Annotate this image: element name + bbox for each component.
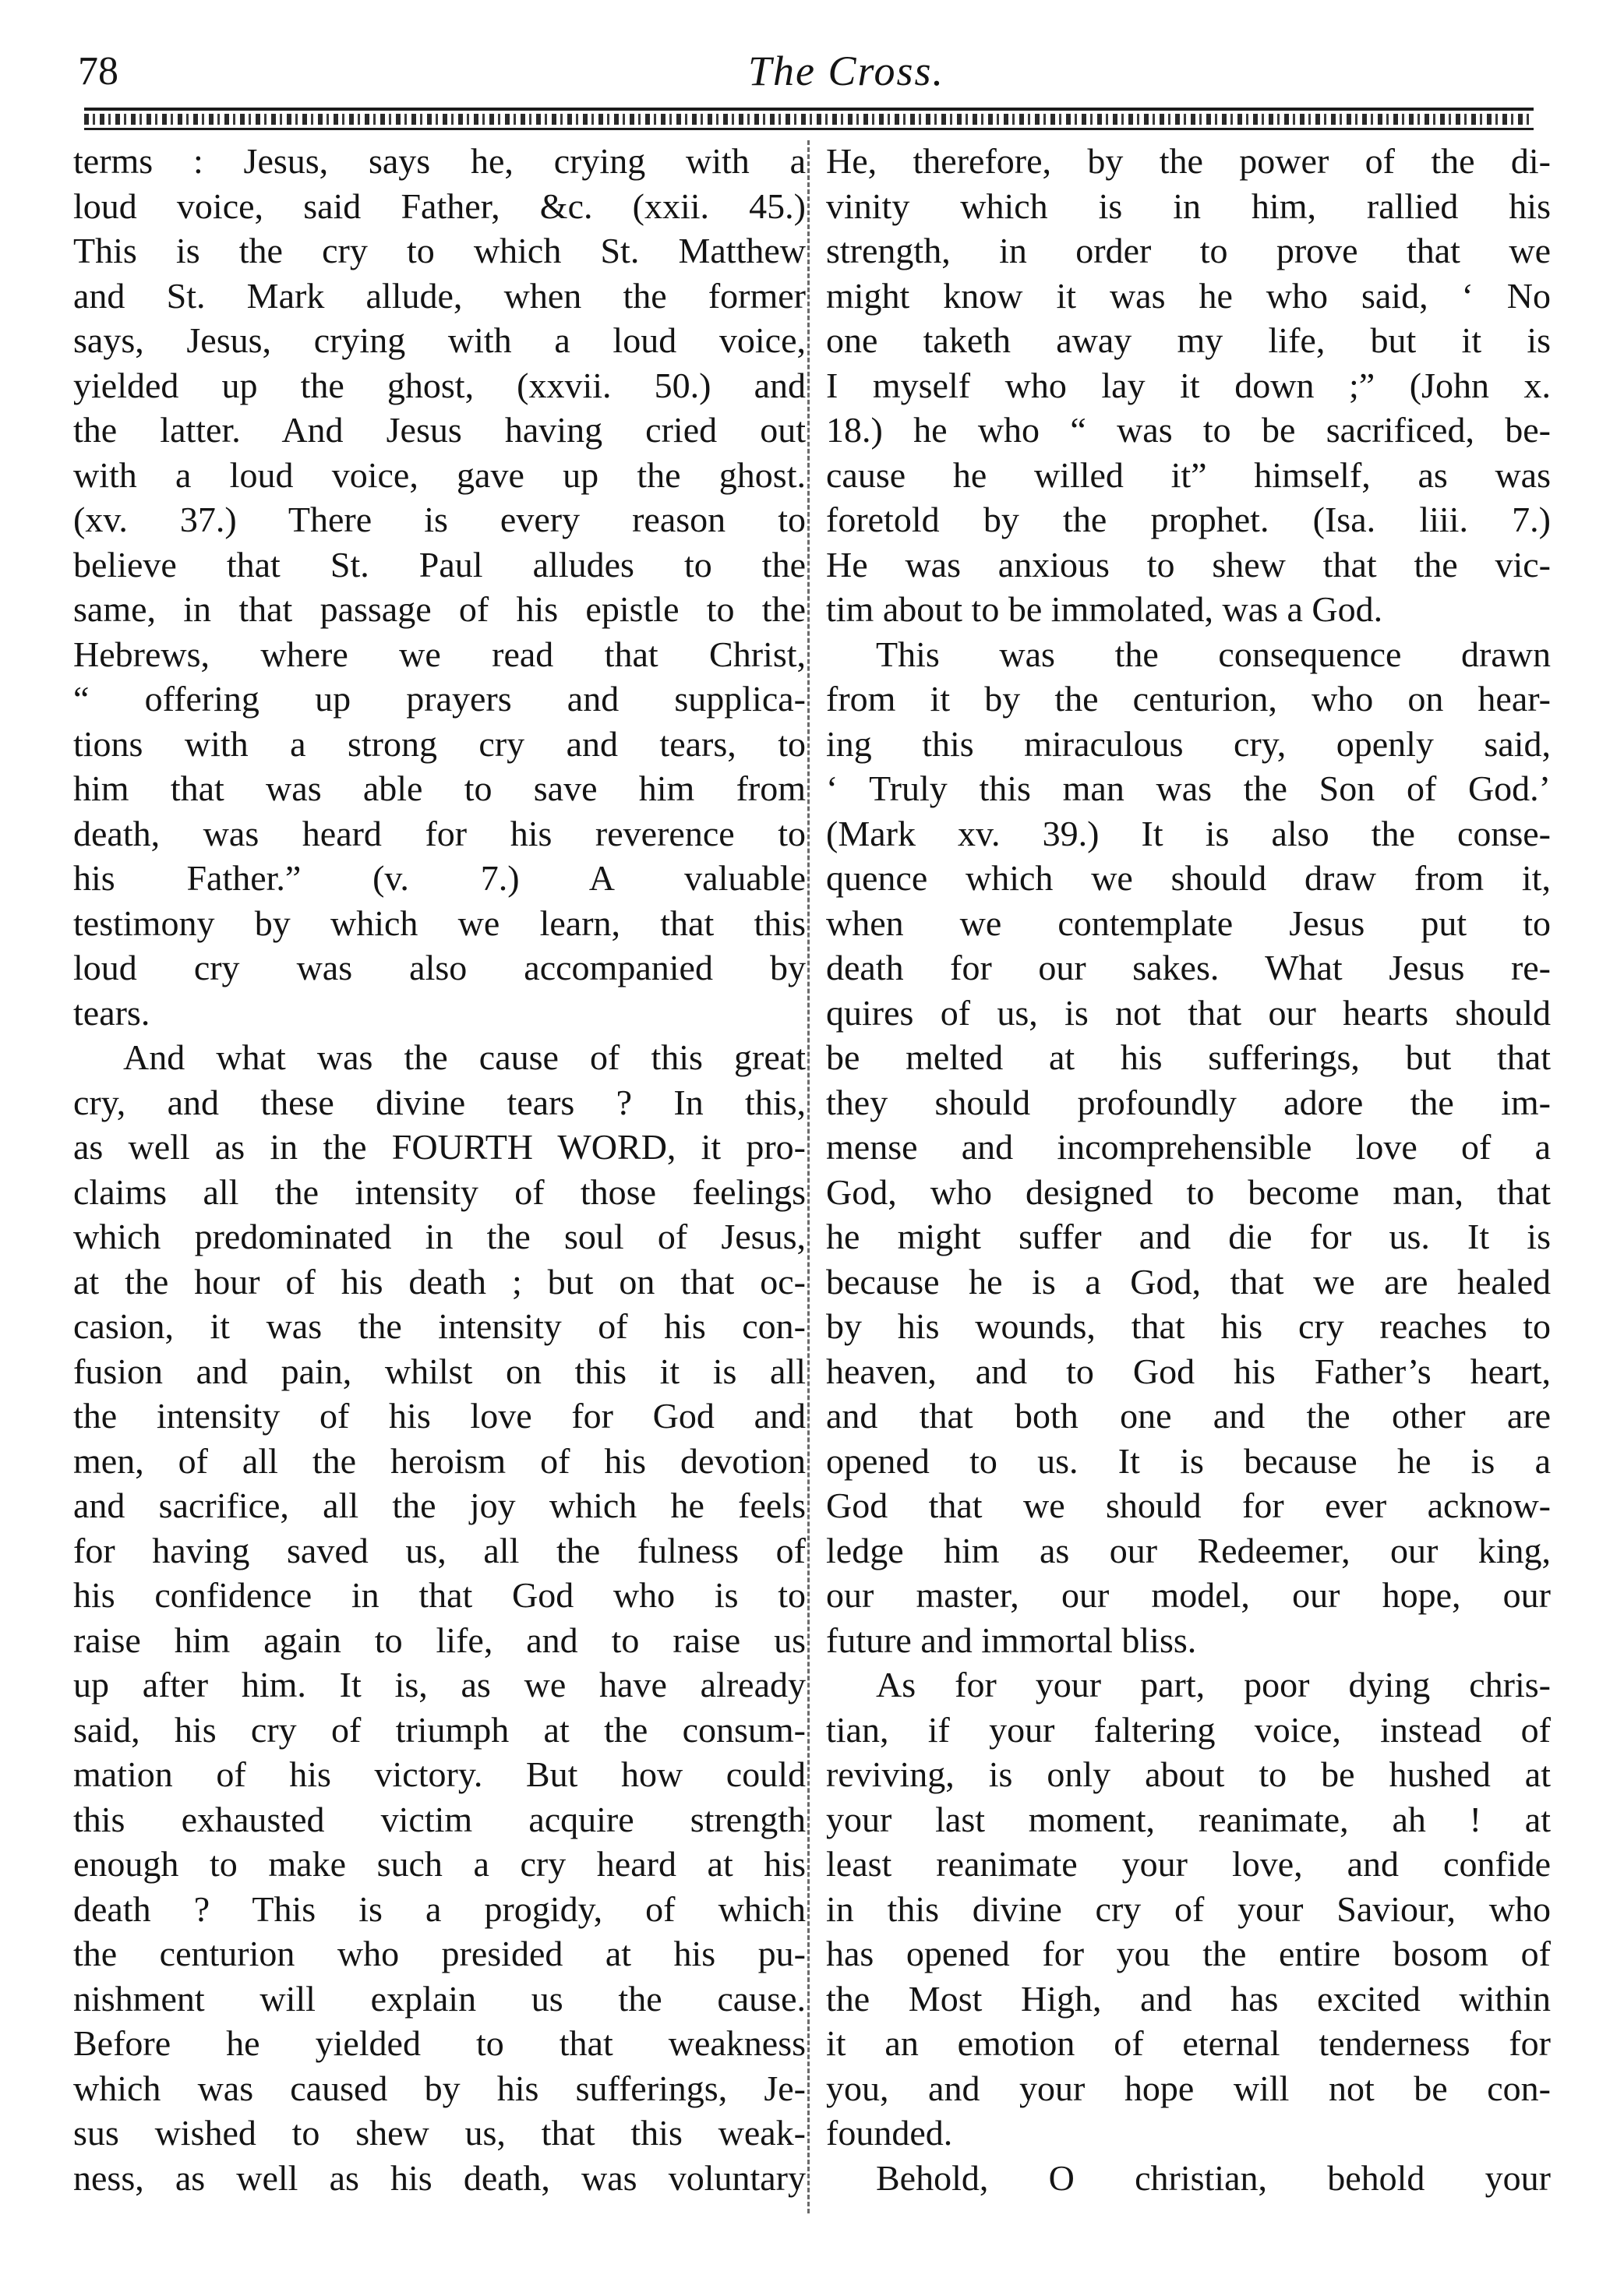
text-line: when we contemplate Jesus put to: [826, 903, 1551, 943]
text-line: loud cry was also accompanied by: [73, 948, 806, 987]
text-line: future and immortal bliss.: [826, 1620, 1197, 1660]
text-line: the Most High, and has excited within: [826, 1978, 1551, 2019]
header-rule-lower: [84, 128, 1534, 130]
text-line: which was caused by his sufferings, Je-: [73, 2068, 806, 2108]
text-line: ness, as well as his death, was voluntary: [73, 2157, 806, 2198]
text-line: you, and your hope will not be con-: [826, 2068, 1551, 2108]
text-line: (Mark xv. 39.) It is also the conse-: [826, 813, 1551, 853]
text-line: He was anxious to shew that the vic-: [826, 544, 1551, 585]
text-line: This is the cry to which St. Matthew: [73, 231, 806, 270]
text-line: this exhausted victim acquire strength: [73, 1799, 806, 1839]
text-line: he might suffer and die for us. It is: [826, 1217, 1551, 1256]
text-line: And what was the cause of this great: [123, 1037, 806, 1077]
text-line: Behold, O christian, behold your: [876, 2157, 1551, 2198]
text-line: death ? This is a progidy, of which: [73, 1888, 806, 1929]
text-line: believe that St. Paul alludes to the: [73, 544, 806, 585]
text-line: the intensity of his love for God and: [73, 1396, 806, 1436]
page-number: 78: [78, 49, 118, 94]
text-line: yielded up the ghost, (xxvii. 50.) and: [73, 365, 806, 405]
text-line: casion, it was the intensity of his con-: [73, 1306, 806, 1346]
text-line: vinity which is in him, rallied his: [826, 185, 1551, 226]
text-line: reviving, is only about to be hushed at: [826, 1754, 1551, 1794]
text-line: least reanimate your love, and confide: [826, 1844, 1551, 1884]
text-line: said, his cry of triumph at the consum-: [73, 1709, 806, 1750]
text-line: mation of his victory. But how could: [73, 1754, 806, 1794]
text-line: men, of all the heroism of his devotion: [73, 1440, 806, 1481]
text-line: fusion and pain, whilst on this it is all: [73, 1351, 806, 1391]
text-line: cause he willed it” himself, as was: [826, 454, 1551, 495]
left-text-column: [73, 139, 806, 2200]
text-line: God, who designed to become man, that: [826, 1171, 1551, 1212]
text-line: 18.) he who “ was to be sacrificed, be-: [826, 410, 1551, 450]
text-line: has opened for you the entire bosom of: [826, 1934, 1551, 1973]
text-line: quires of us, is not that our hearts should: [826, 992, 1551, 1033]
right-text-column: [826, 139, 1551, 2200]
text-line: “ offering up prayers and supplica-: [73, 679, 806, 719]
text-line: says, Jesus, crying with a loud voice,: [73, 320, 806, 360]
text-line: which predominated in the soul of Jesus,: [73, 1217, 806, 1256]
text-line: Hebrews, where we read that Christ,: [73, 634, 806, 674]
header-ornament-rule: [84, 114, 1534, 125]
text-line: might know it was he who said, ‘ No: [826, 275, 1551, 316]
text-line: heaven, and to God his Father’s heart,: [826, 1351, 1551, 1391]
text-line: tim about to be immolated, was a God.: [826, 589, 1383, 629]
text-line: as well as in the FOURTH WORD, it pro-: [73, 1127, 806, 1167]
text-line: ledge him as our Redeemer, our king,: [826, 1530, 1551, 1570]
text-line: loud voice, said Father, &c. (xxii. 45.): [73, 185, 806, 226]
text-line: our master, our model, our hope, our: [826, 1575, 1551, 1615]
column-divider: [807, 140, 810, 2213]
text-line: opened to us. It is because he is a: [826, 1440, 1551, 1481]
text-line: enough to make such a cry heard at his: [73, 1844, 806, 1884]
text-line: raise him again to life, and to raise us: [73, 1620, 806, 1660]
text-line: his confidence in that God who is to: [73, 1575, 806, 1615]
text-line: tions with a strong cry and tears, to: [73, 723, 806, 764]
text-line: your last moment, reanimate, ah ! at: [826, 1799, 1551, 1839]
text-line: claims all the intensity of those feelings: [73, 1171, 806, 1212]
text-line: be melted at his sufferings, but that: [826, 1037, 1551, 1077]
text-line: up after him. It is, as we have already: [73, 1665, 806, 1704]
text-line: foretold by the prophet. (Isa. liii. 7.): [826, 500, 1551, 539]
text-line: the latter. And Jesus having cried out: [73, 410, 806, 450]
header-rule: [84, 108, 1534, 111]
text-line: mense and incomprehensible love of a: [826, 1127, 1551, 1167]
running-title: The Cross.: [748, 48, 945, 94]
text-line: quence which we should draw from it,: [826, 858, 1551, 898]
text-line: He, therefore, by the power of the di-: [826, 141, 1551, 181]
text-line: and sacrifice, all the joy which he feels: [73, 1485, 806, 1525]
text-line: cry, and these divine tears ? In this,: [73, 1082, 806, 1122]
text-line: tears.: [73, 992, 150, 1033]
text-line: This was the consequence drawn: [876, 634, 1551, 674]
text-line: for having saved us, all the fulness of: [73, 1530, 806, 1570]
text-line: As for your part, poor dying chris-: [876, 1665, 1551, 1704]
text-line: testimony by which we learn, that this: [73, 903, 806, 943]
text-line: in this divine cry of your Saviour, who: [826, 1888, 1551, 1929]
text-line: terms : Jesus, says he, crying with a: [73, 141, 806, 181]
text-line: founded.: [826, 2113, 953, 2153]
text-line: same, in that passage of his epistle to the: [73, 589, 806, 629]
text-line: and St. Mark allude, when the former: [73, 275, 806, 316]
text-line: one taketh away my life, but it is: [826, 320, 1551, 360]
text-line: the centurion who presided at his pu-: [73, 1934, 806, 1973]
text-line: from it by the centurion, who on hear-: [826, 679, 1551, 719]
text-line: sus wished to shew us, that this weak-: [73, 2113, 806, 2153]
text-line: ‘ Truly this man was the Son of God.’: [826, 768, 1551, 808]
text-line: tian, if your faltering voice, instead of: [826, 1709, 1551, 1750]
text-line: it an emotion of eternal tenderness for: [826, 2023, 1551, 2063]
text-line: his Father.” (v. 7.) A valuable: [73, 858, 806, 898]
text-line: and that both one and the other are: [826, 1396, 1551, 1436]
text-line: Before he yielded to that weakness: [73, 2023, 806, 2063]
text-line: nishment will explain us the cause.: [73, 1978, 806, 2019]
text-line: I myself who lay it down ;” (John x.: [826, 365, 1551, 405]
text-line: by his wounds, that his cry reaches to: [826, 1306, 1551, 1346]
text-line: God that we should for ever acknow-: [826, 1485, 1551, 1525]
text-line: (xv. 37.) There is every reason to: [73, 500, 806, 539]
text-line: at the hour of his death ; but on that oc-: [73, 1261, 806, 1302]
text-line: ing this miraculous cry, openly said,: [826, 723, 1551, 764]
text-line: because he is a God, that we are healed: [826, 1261, 1551, 1302]
text-line: death for our sakes. What Jesus re-: [826, 948, 1551, 987]
text-line: death, was heard for his reverence to: [73, 813, 806, 853]
text-line: him that was able to save him from: [73, 768, 806, 808]
text-line: with a loud voice, gave up the ghost.: [73, 454, 806, 495]
text-line: they should profoundly adore the im-: [826, 1082, 1551, 1122]
text-line: strength, in order to prove that we: [826, 231, 1551, 270]
